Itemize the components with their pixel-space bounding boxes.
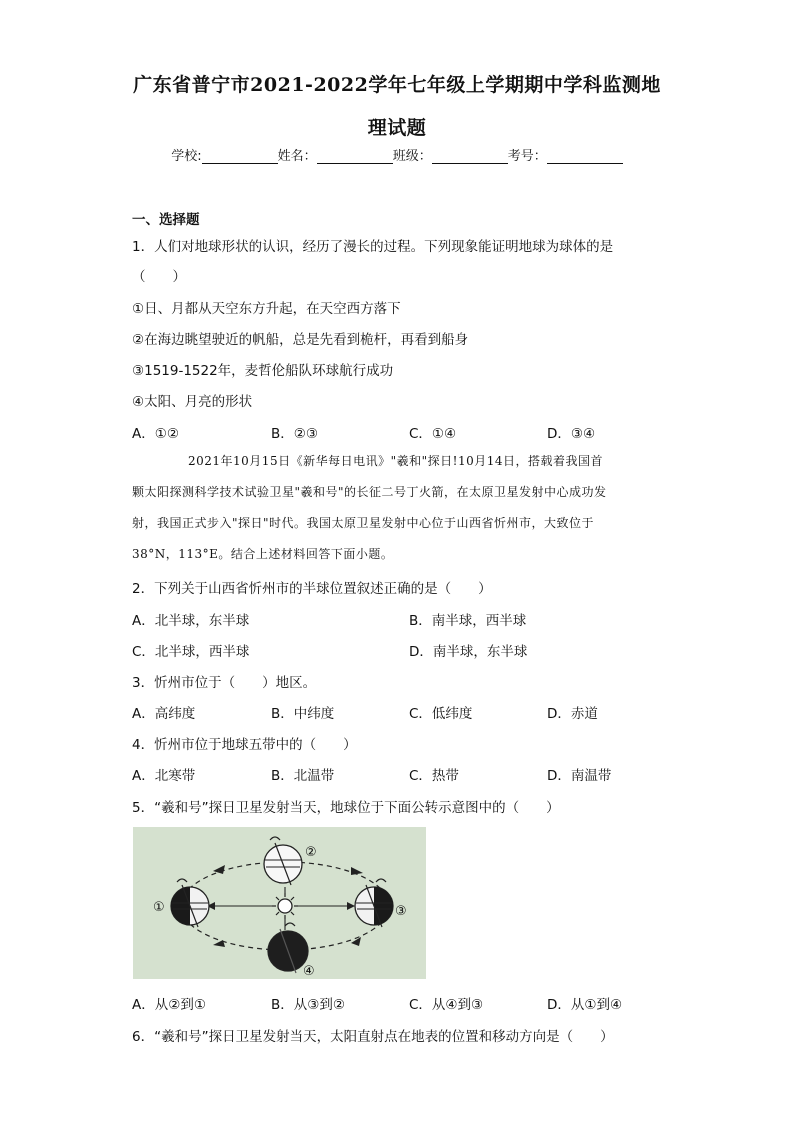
q2-stem: 2．下列关于山西省忻州市的半球位置叙述正确的是（ ） [132,581,492,597]
q2-option-b[interactable]: B．南半球，西半球 [409,613,527,629]
q4-option-b[interactable]: B．北温带 [271,768,335,784]
q1-option-b[interactable]: B．②③ [271,426,318,442]
label-2: ② [305,845,317,860]
q6-stem: 6．“羲和号”探日卫星发射当天，太阳直射点在地表的位置和移动方向是（ ） [132,1029,614,1045]
q2-option-d[interactable]: D．南半球，东半球 [409,644,528,660]
q1-item-4: ④太阳、月亮的形状 [132,394,253,410]
q5-stem: 5．“羲和号”探日卫星发射当天，地球位于下面公转示意图中的（ ） [132,800,560,816]
q4-option-c[interactable]: C．热带 [409,768,459,784]
label-4: ④ [303,964,315,979]
q3-stem: 3．忻州市位于（ ）地区。 [132,675,317,691]
school-label: 学校: [171,149,202,164]
passage-line-1: 2021年10月15日《新华每日电讯》"羲和"探日!10月14日，搭载着我国首 [188,454,603,468]
section-heading: 一、选择题 [132,212,200,228]
q5-option-b[interactable]: B．从③到② [271,997,345,1013]
student-info-row [0,145,794,164]
q5-option-d[interactable]: D．从①到④ [547,997,623,1013]
q1-item-2: ②在海边眺望驶近的帆船，总是先看到桅杆，再看到船身 [132,332,469,348]
q5-option-a[interactable]: A．从②到① [132,997,206,1013]
q4-option-a[interactable]: A．北寒带 [132,768,196,784]
q2-option-c[interactable]: C．北半球，西半球 [132,644,250,660]
q4-option-d[interactable]: D．南温带 [547,768,612,784]
q3-option-d[interactable]: D．赤道 [547,706,598,722]
school-blank[interactable] [202,149,278,164]
q1-stem: 1．人们对地球形状的认识，经历了漫长的过程。下列现象能证明地球为球体的是 [132,239,614,255]
passage-line-4: 38°N，113°E。结合上述材料回答下面小题。 [132,547,394,561]
name-blank[interactable] [317,149,393,164]
passage-line-3: 射，我国正式步入"探日"时代。我国太原卫星发射中心位于山西省忻州市，大致位于 [132,516,595,530]
exam-title-line1: 广东省普宁市2021-2022学年七年级上学期期中学科监测地 [133,74,661,96]
q1-option-a[interactable]: A．①② [132,426,179,442]
q5-option-c[interactable]: C．从④到③ [409,997,484,1013]
q3-option-a[interactable]: A．高纬度 [132,706,196,722]
label-3: ③ [395,904,407,919]
q3-option-b[interactable]: B．中纬度 [271,706,335,722]
class-label: 班级： [392,149,432,164]
orbit-svg [133,827,426,979]
passage-line-2: 颗太阳探测科学技术试验卫星"羲和号"的长征二号丁火箭，在太原卫星发射中心成功发 [132,485,607,499]
label-1: ① [153,900,165,915]
q1-option-c[interactable]: C．①④ [409,426,457,442]
q1-item-1: ①日、月都从天空东方升起，在天空西方落下 [132,301,401,317]
earth-orbit-diagram [133,827,426,979]
exam-title-line2: 理试题 [367,117,427,139]
reading-passage [132,446,662,570]
name-label: 姓名： [277,149,317,164]
q1-item-3: ③1519-1522年，麦哲伦船队环球航行成功 [132,363,394,379]
q3-option-c[interactable]: C．低纬度 [409,706,473,722]
q1-option-d[interactable]: D．③④ [547,426,596,442]
id-blank[interactable] [547,149,623,164]
q1-paren: （ ） [132,269,186,285]
id-label: 考号： [507,149,547,164]
class-blank[interactable] [432,149,508,164]
q2-option-a[interactable]: A．北半球，东半球 [132,613,250,629]
q4-stem: 4．忻州市位于地球五带中的（ ） [132,737,357,753]
